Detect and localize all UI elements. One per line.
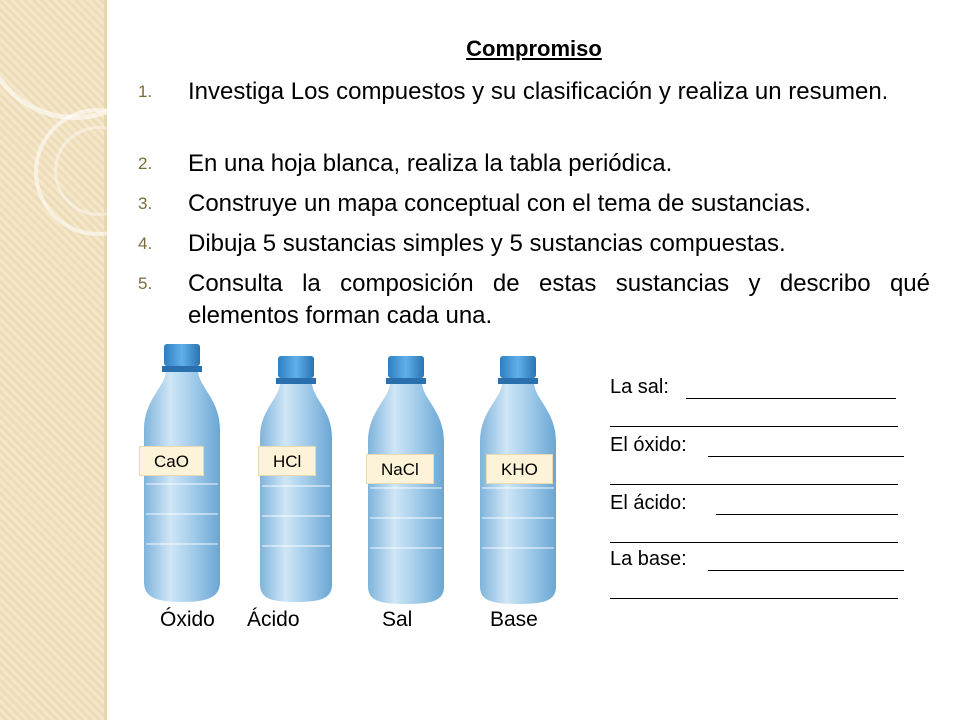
bottle-label: Sal (382, 608, 413, 631)
list-number: 1. (138, 82, 153, 101)
blank-line[interactable] (610, 484, 898, 485)
list-number: 5. (138, 274, 153, 293)
field-label: El ácido: (610, 492, 687, 514)
formula-tag: HCl (258, 446, 316, 476)
bottle-label: Ácido (247, 608, 300, 631)
page-title: Compromiso (466, 36, 602, 61)
blank-line[interactable] (686, 398, 896, 399)
list-text: Construye un mapa conceptual con el tema de sustancias. (188, 190, 812, 217)
decorative-ring (54, 126, 144, 216)
list-number: 3. (138, 194, 153, 213)
list-text: Dibuja 5 sustancias simples y 5 sustancias compuestas. (188, 230, 786, 257)
formula-tag: KHO (486, 454, 553, 484)
blank-line[interactable] (708, 570, 904, 571)
list-number: 2. (138, 154, 153, 173)
blank-line[interactable] (610, 542, 898, 543)
blank-line[interactable] (610, 598, 898, 599)
blank-line[interactable] (716, 514, 898, 515)
bottle-label: Base (490, 608, 538, 631)
list-text: Consulta la composición de estas sustancias y describo qué elementos forman cada una. (188, 270, 930, 329)
water-bottle (258, 356, 334, 609)
list-number: 4. (138, 234, 153, 253)
field-label: El óxido: (610, 434, 687, 456)
bottle-label: Óxido (160, 608, 215, 631)
formula-tag: NaCl (366, 454, 434, 484)
list-text: En una hoja blanca, realiza la tabla periódica. (188, 150, 673, 177)
list-text: Investiga Los compuestos y su clasificación y realiza un resumen. (188, 78, 889, 105)
formula-tag: CaO (139, 446, 204, 476)
field-label: La base: (610, 548, 687, 570)
blank-line[interactable] (610, 426, 898, 427)
blank-line[interactable] (708, 456, 904, 457)
field-label: La sal: (610, 376, 669, 398)
